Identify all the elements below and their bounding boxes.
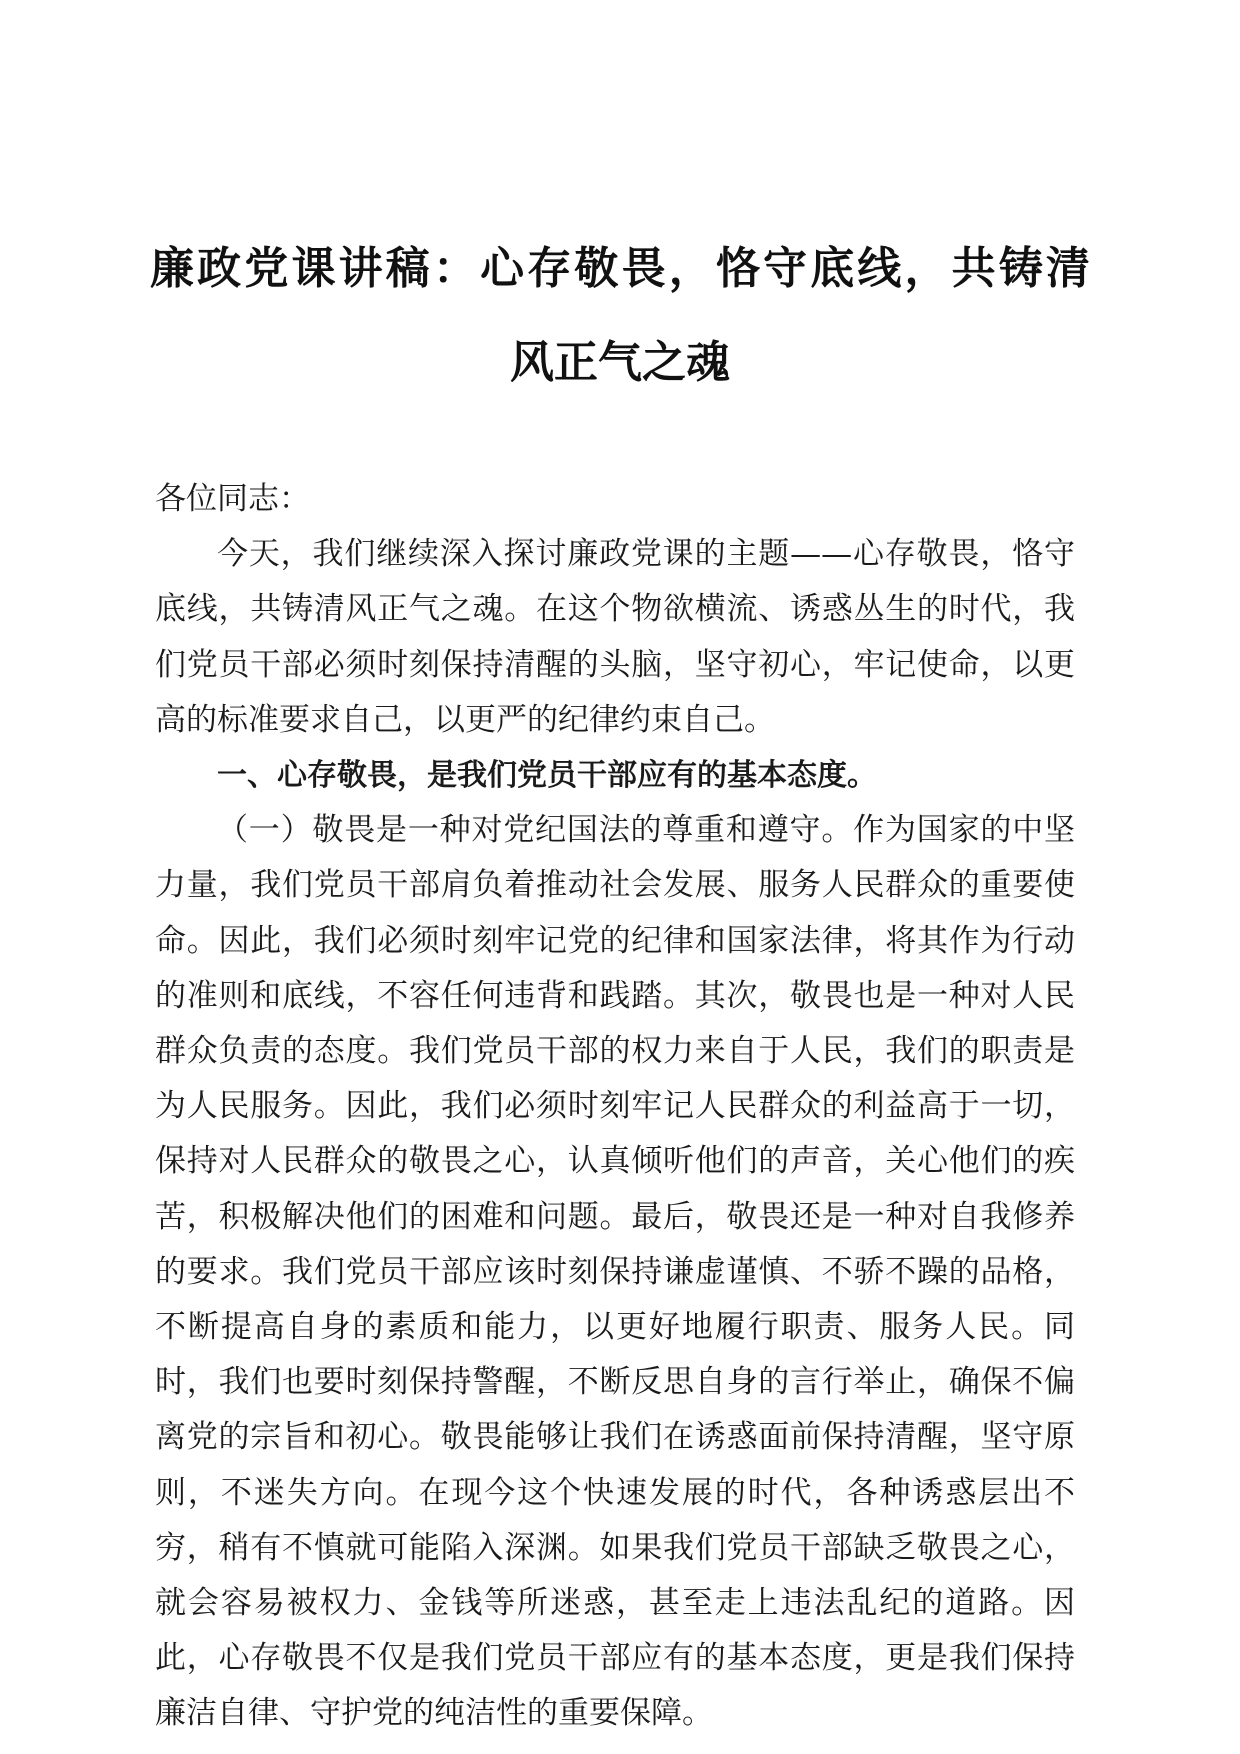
- title-line-1: 廉政党课讲稿：心存敬畏，恪守底线，共铸清: [150, 243, 1090, 294]
- greeting: 各位同志：: [155, 481, 310, 517]
- title-line-2: 风正气之魂: [510, 337, 730, 388]
- document-title: [150, 222, 1090, 410]
- section-1-paragraph-1: （一）敬畏是一种对党纪国法的尊重和遵守。作为国家的中坚力量，我们党员干部肩负着推动社会发展、服务人民群众的重要使命。因此，我们必须时刻牢记党的纪律和国家法律，将其作为行动的准则和底线，不容任何违背和践踏。其次，敬畏也是一种对人民群众负责的态度。我们党员干部的权力来自于人民，我们的职责是为人民服务。因此，我们必须时刻牢记人民群众的利益高于一切，保持对人民群众的敬畏之心，认真倾听他们的声音，关心他们的疾苦，积极解决他们的困难和问题。最后，敬畏还是一种对自我修养的要求。我们党员干部应该时刻保持谦虚谨慎、不骄不躁的品格，不断提高自身的素质和能力，以更好地履行职责、服务人民。同时，我们也要时刻保持警醒，不断反思自身的言行举止，确保不偏离党的宗旨和初心。敬畏能够让我们在诱惑面前保持清醒，坚守原则，不迷失方向。在现今这个快速发展的时代，各种诱惑层出不穷，稍有不慎就可能陷入深渊。如果我们党员干部缺乏敬畏之心，就会容易被权力、金钱等所迷惑，甚至走上违法乱纪的道路。因此，心存敬畏不仅是我们党员干部应有的基本态度，更是我们保持廉洁自律、守护党的纯洁性的重要保障。: [155, 812, 1075, 1732]
- section-heading-1: 一、心存敬畏，是我们党员干部应有的基本态度。: [217, 758, 877, 794]
- document-body: [155, 472, 1075, 1742]
- intro-paragraph: 今天，我们继续深入探讨廉政党课的主题——心存敬畏，恪守底线，共铸清风正气之魂。在这个物欲横流、诱惑丛生的时代，我们党员干部必须时刻保持清醒的头脑，坚守初心，牢记使命，以更高的标准要求自己，以更严的纪律约束自己。: [155, 536, 1075, 738]
